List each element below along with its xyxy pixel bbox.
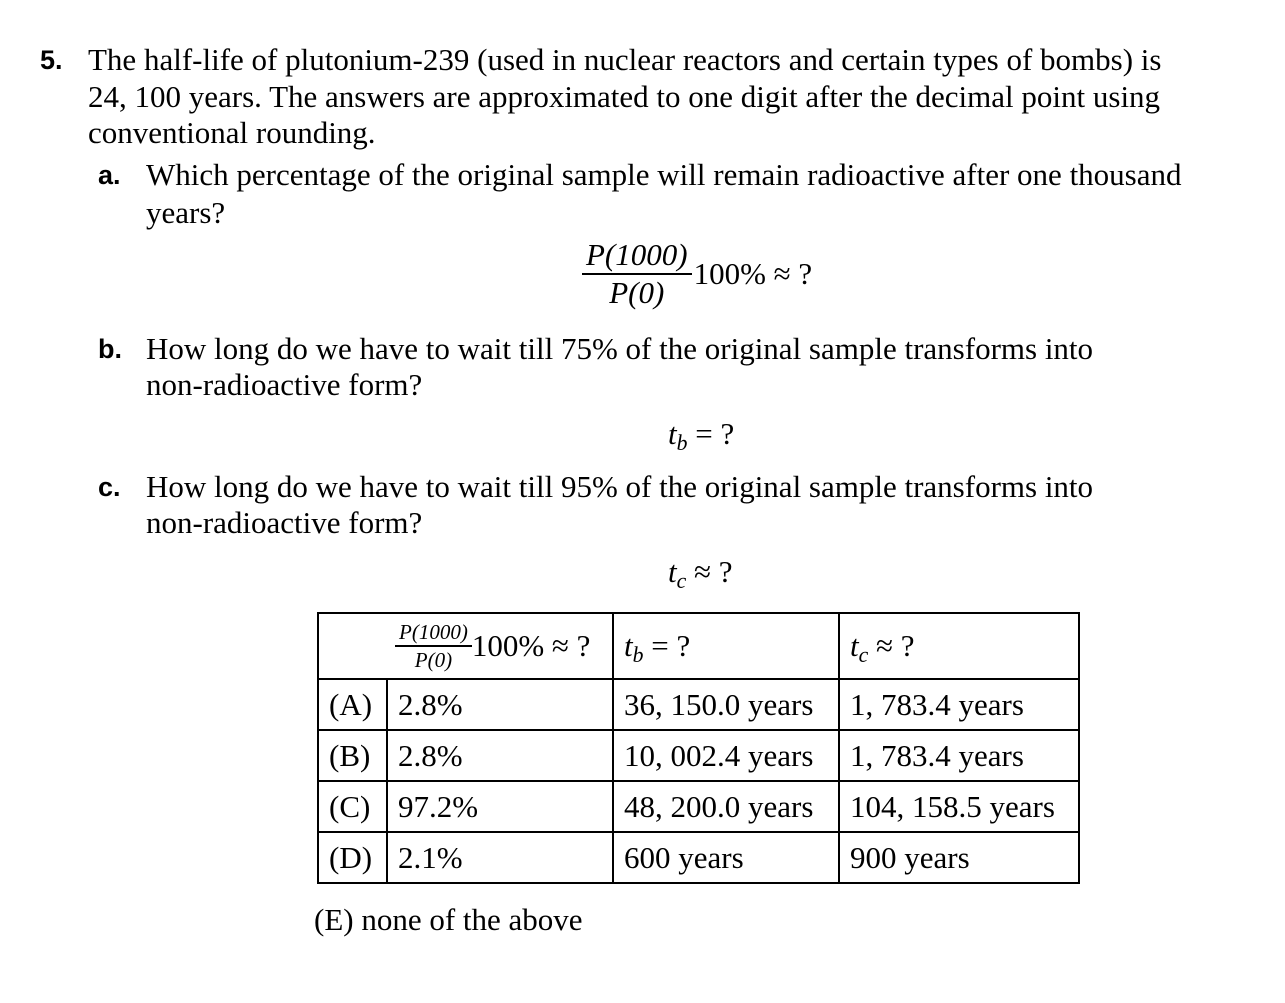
part-a-formula-denominator: P(0) [609,275,665,310]
option-tc: 1, 783.4 years [839,679,1079,730]
problem-text-line-1: The half-life of plutonium-239 (used in nuclear reactors and certain types of bombs) is [88,42,1162,77]
part-c-text-line-1: How long do we have to wait till 95% of the original sample transforms into [146,469,1094,504]
option-tb: 48, 200.0 years [613,781,839,832]
part-c-text-line-2: non-radioactive form? [146,505,423,540]
table-row [318,730,1079,781]
part-b-text-line-2: non-radioactive form? [146,367,423,402]
option-e: (E) none of the above [314,902,583,937]
part-a-text-line-1: Which percentage of the original sample will remain radioactive after one thousand [146,157,1182,192]
table-header-tc: $t_c$ ≈ ? [839,613,1079,679]
table-row [318,832,1079,883]
table-header-row [318,613,1079,679]
table-row [318,781,1079,832]
answer-table [317,612,1080,884]
part-b-formula: $t_b$ = ? [668,416,735,455]
part-c-formula: $t_c$ ≈ ? [668,554,733,593]
table-header-tb: $t_b$ = ? [613,613,839,679]
option-label: (B) [318,730,387,781]
option-label: (C) [318,781,387,832]
option-tb: 600 years [613,832,839,883]
part-a-formula-rest: 100% ≈ ? [693,256,813,291]
part-b-text-line-1: How long do we have to wait till 75% of the original sample transforms into [146,331,1094,366]
part-a-formula [582,237,812,311]
table-row [318,679,1079,730]
option-label: (A) [318,679,387,730]
problem-text-line-3: conventional rounding. [88,115,376,150]
option-tc: 104, 158.5 years [839,781,1079,832]
problem-text-line-2: 24, 100 years. The answers are approximated to one digit after the decimal point using [88,79,1161,114]
option-percentage: 97.2% [387,781,613,832]
option-label: (D) [318,832,387,883]
table-header-empty [318,613,387,679]
part-a-formula-numerator: P(1000) [582,237,692,275]
table-header-percentage: $\frac{P(1000)}{P(0)}$ 100% ≈ ? [387,613,613,679]
option-tc: 1, 783.4 years [839,730,1079,781]
option-percentage: 2.8% [387,679,613,730]
problem-number: 5. [40,45,63,75]
option-percentage: 2.1% [387,832,613,883]
part-b-label: b. [98,334,122,364]
option-tc: 900 years [839,832,1079,883]
option-tb: 10, 002.4 years [613,730,839,781]
part-a-label: a. [98,160,121,190]
option-percentage: 2.8% [387,730,613,781]
part-c-label: c. [98,472,121,502]
option-tb: 36, 150.0 years [613,679,839,730]
part-a-text-line-2: years? [146,195,226,230]
